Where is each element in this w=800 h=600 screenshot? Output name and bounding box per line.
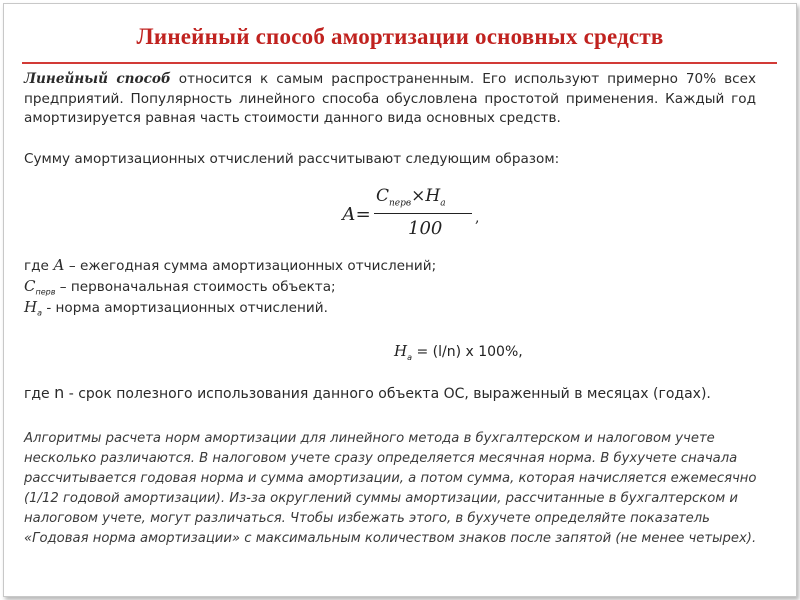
definition-text: – первоначальная стоимость объекта;: [55, 279, 336, 295]
definitions-list: [24, 256, 756, 319]
n-symbol: n: [54, 383, 65, 402]
n-definition: [24, 383, 756, 405]
formula-c-sub: перв: [389, 198, 412, 209]
intro-paragraph: [24, 70, 756, 129]
definition-sub: перв: [35, 287, 56, 297]
rate-sub: а: [407, 352, 412, 362]
definition-h: [24, 298, 756, 319]
title-divider: [22, 62, 777, 64]
formula-numerator: [376, 186, 446, 208]
formula-c: С: [376, 186, 390, 206]
intro-lead-term: Линейный способ: [24, 71, 171, 87]
fraction-bar: [374, 213, 472, 214]
rate-expression: = (l/n) x 100%,: [412, 344, 523, 360]
definition-symbol: С: [24, 277, 36, 295]
rate-symbol: Н: [394, 342, 408, 360]
formula-denominator: 100: [408, 218, 443, 239]
definition-text: – ежегодная сумма амортизационных отчислений;: [64, 258, 437, 274]
definition-a: [24, 256, 756, 277]
definition-symbol: Н: [24, 298, 38, 316]
definition-sub: а: [37, 308, 42, 318]
definition-c: [24, 277, 756, 298]
definition-symbol: А: [53, 256, 65, 274]
slide-title: Линейный способ амортизации основных средств: [136, 24, 664, 49]
formula-times: ×: [411, 186, 426, 206]
formula-h-sub: а: [440, 198, 446, 209]
algorithm-note: Алгоритмы расчета норм амортизации для линейного метода в бухгалтерском и налоговом учете несколько различаются. В налоговом учете сразу определяется месячная норма. В бухучете сначала рассчитывается годовая норма и сумма амортизации, а потом сумма, которая начисляется ежемесячно (1/12 годовой амортизации). Из-за округлений суммы амортизации, рассчитанные в бухгалтерском и налоговом учете, могут различаться. Чтобы избежать этого, в бухучете определяйте показатель «Годовая норма амортизации» с максимальным количеством знаков после запятой (не менее четырех).: [24, 431, 757, 546]
intro-text: относится к самым распространенным. Его используют примерно 70% всех предприятий. Популярность линейного способа обусловлена простотой применения. Каждый год амортизируется равная часть стоимости данного вида основных средств.: [24, 71, 756, 126]
n-text: - срок полезного использования данного объекта ОС, выраженный в месяцах (годах).: [64, 386, 711, 402]
formula-comma: ,: [475, 210, 480, 226]
definition-prefix: где: [24, 258, 54, 274]
depreciation-formula: [342, 186, 482, 246]
formula-intro: Сумму амортизационных отчислений рассчитывают следующим образом:: [24, 151, 560, 167]
rate-formula: [394, 342, 523, 362]
formula-lhs: А=: [342, 204, 371, 225]
definition-text: - норма амортизационных отчислений.: [42, 300, 328, 316]
formula-h: Н: [425, 186, 441, 206]
n-prefix: где: [24, 386, 55, 402]
